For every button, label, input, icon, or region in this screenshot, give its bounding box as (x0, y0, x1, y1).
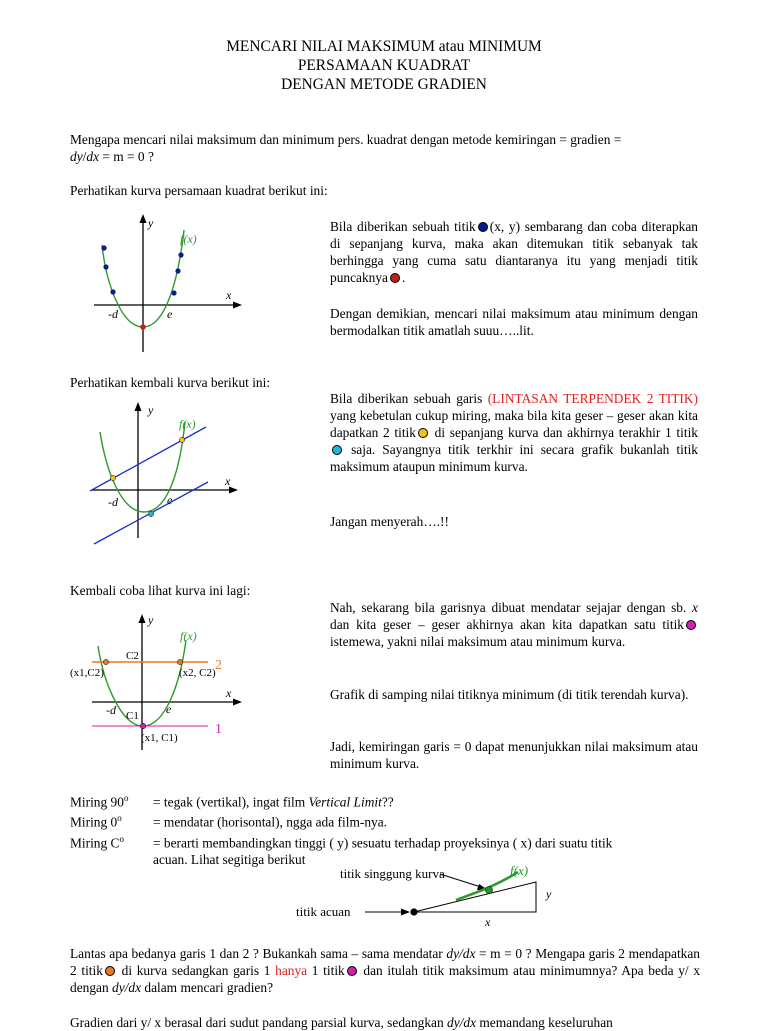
magenta-dot-icon (686, 620, 696, 630)
closing-para1 (70, 945, 700, 996)
graph3-left-point-label: (x1,C2) (70, 667, 104, 679)
intro-text: Mengapa mencari nilai maksimum dan minimum pers. kuadrat dengan metode kemiringan = gradien = (70, 132, 622, 147)
section1-para2: Dengan demikian, mencari nilai maksimum atau minimum dengan bermodalkan titik amatlah suuu…..lit. (330, 306, 698, 338)
graph1-point (103, 264, 108, 269)
degree-sign: o (119, 833, 124, 844)
red-dot-icon (390, 273, 400, 283)
section1-para1-b: (x, y) sembarang dan coba diterapkan di sepanjang kurva, maka akan ditemukan titik sebanyak tak berhingga yang cuma satu diantaranya itu yang menjadi titik puncaknya (330, 219, 698, 285)
section1-para1-c: . (402, 270, 406, 285)
section3-para1-c: istemewa, yakni nilai maksimum atau minimum kurva. (330, 634, 626, 649)
graph3-orange-point (103, 659, 108, 664)
closing-p1-dydx: dy/dx (446, 946, 476, 961)
section3-para3: Jadi, kemiringan garis = 0 dapat menunjukkan nilai maksimum atau minimum kurva. (330, 739, 698, 771)
intro-paragraph: Mengapa mencari nilai maksimum dan minimum pers. kuadrat dengan metode kemiringan = gradien = dy/dx = m = 0 ? (70, 132, 622, 164)
magenta-dot-icon (347, 966, 357, 976)
blue-dot-icon (478, 222, 488, 232)
graph1-fx-label: f(x) (180, 232, 197, 246)
closing-p1-b: = m = 0 ? Mengapa garis 2 mendapatkan 2 titik (70, 946, 700, 978)
graph1-y-label: y (148, 216, 154, 230)
closing-p1-f: dalam mencari gradien? (141, 980, 274, 995)
section1-para1-a: Bila diberikan sebuah titik (330, 219, 476, 234)
section3-para1-a: Nah, sekarang bila garisnya dibuat mendatar sejajar dengan sb. (330, 600, 693, 615)
triangle-singgung-label: titik singgung kurva (340, 866, 445, 881)
slope-90-label: Miring 90 (70, 794, 124, 810)
section2-para1-b: yang kebetulan cukup miring, maka bila kita geser – geser akan kita dapatkan 2 titik (330, 408, 698, 440)
slope-0-line (70, 810, 700, 830)
triangle-acuan-label: titik acuan (296, 904, 351, 919)
section2-para1-a: Bila diberikan sebuah garis (330, 391, 488, 406)
triangle-acuan-arrowhead (401, 909, 410, 916)
graph3-e-label: e (166, 702, 172, 716)
section3-para1-b: dan kita geser – geser akhirnya akan kita dapatkan satu titik (330, 617, 684, 632)
graph3-negd-label: -d (106, 703, 116, 717)
triangle-singgung-point (485, 886, 492, 893)
graph2-negd-label: -d (108, 495, 118, 509)
page-title (0, 37, 768, 94)
graph3-c1-label: C1 (126, 710, 139, 722)
slope-90-line (70, 790, 700, 810)
title-line-3: DENGAN METODE GRADIEN (281, 76, 487, 93)
closing-p1-d: 1 titik (307, 963, 345, 978)
graph3-fx-label: f(x) (180, 629, 197, 643)
graph2-y-arrow (135, 402, 142, 411)
graph1-point (178, 252, 183, 257)
graph3-x-arrow (233, 699, 242, 706)
triangle-fx-label: f(x) (510, 863, 529, 878)
graph2-fx-label: f(x) (179, 417, 196, 431)
graph1-x-arrow (233, 302, 242, 309)
slope-0-text: = mendatar (horisontal), ngga ada film-nya. (153, 814, 387, 830)
section2-para2: Jangan menyerah….!! (330, 514, 449, 529)
graph3-c2-label: C2 (126, 650, 139, 662)
slopes-block (70, 790, 700, 868)
triangle-singgung-arrow (440, 874, 484, 888)
triangle-y-label: y (546, 887, 552, 901)
graph3-y-label: y (148, 613, 154, 627)
graph2-upper-line (90, 427, 206, 491)
degree-sign: o (123, 793, 129, 803)
yellow-dot-icon (418, 428, 428, 438)
closing-p2-a: Gradien dari y/ x berasal dari sudut pandang parsial kurva, sedangkan (70, 1015, 448, 1030)
closing-p1-e: dan itulah titik maksimum atau minimumnya? Apa beda y/ x dengan (70, 963, 701, 995)
slope-c-label: Miring C (70, 835, 120, 851)
intro-formula-rest: = m = 0 ? (99, 149, 154, 164)
graph1-point (110, 289, 115, 294)
graph3-right-point-label: (x2, C2) (179, 667, 216, 679)
graph-3 (68, 610, 258, 760)
cyan-dot-icon (332, 445, 342, 455)
graph3-line1-label: 1 (215, 722, 222, 737)
orange-dot-icon (105, 966, 115, 976)
graph2-e-label: e (167, 493, 173, 507)
graph3-y-arrow (139, 614, 146, 623)
intro-formula-dx: dx (86, 149, 100, 164)
graph1-e-label: e (167, 307, 173, 321)
graph1-y-arrow (140, 214, 147, 223)
section2-para1-c: di sepanjang kurva dan akhirnya terakhir 1 titik (429, 425, 698, 440)
slope-90-end: ?? (381, 794, 394, 810)
section2-para1-red: (LINTASAN TERPENDEK 2 TITIK) (487, 391, 698, 406)
graph3-line2-label: 2 (215, 658, 222, 673)
triangle-x-label: x (485, 915, 491, 929)
graph3-magenta-point (140, 723, 146, 729)
section3-heading: Kembali coba lihat kurva ini lagi: (70, 583, 251, 598)
closing-p1-c: di kurva sedangkan garis 1 (116, 963, 276, 978)
graph2-x-arrow (229, 487, 238, 494)
section3-para2: Grafik di samping nilai titiknya minimum (di titik terendah kurva). (330, 687, 689, 702)
closing-para2 (70, 1014, 700, 1031)
slope-90-film: Vertical Limit (308, 794, 382, 810)
graph2-yellow-point (179, 437, 184, 442)
section3-para1-x: x (692, 600, 698, 615)
section3-para1 (330, 599, 698, 650)
section2-para1-d: saja. Sayangnya titik terkhir ini secara grafik bukanlah titik maksimum ataupun minimum kurva. (330, 442, 698, 474)
graph1-point (175, 268, 180, 273)
graph-2 (88, 400, 248, 550)
triangle-shape (414, 882, 536, 912)
triangle-acuan-point (410, 908, 417, 915)
closing-p1-dydx-2: dy/dx (112, 980, 142, 995)
graph2-x-label: x (225, 474, 231, 488)
closing-p1-a: Lantas apa bedanya garis 1 dan 2 ? Bukankah sama – sama mendatar (70, 946, 447, 961)
graph3-orange-point (177, 659, 182, 664)
section2-para1 (330, 390, 698, 475)
graph1-x-label: x (226, 288, 232, 302)
graph1-min-point (140, 324, 146, 330)
slope-90-text: = tegak (vertikal), ingat film (153, 794, 309, 810)
graph2-y-label: y (148, 403, 154, 417)
section1-para1 (330, 218, 698, 286)
degree-sign: o (117, 813, 122, 824)
closing-p2-dydx: dy/dx (447, 1015, 477, 1030)
section1-heading: Perhatikan kurva persamaan kuadrat berikut ini: (70, 183, 328, 198)
graph2-yellow-point (110, 475, 115, 480)
graph1-negd-label: -d (108, 307, 118, 321)
graph2-cyan-point (148, 511, 153, 516)
title-line-2: PERSAMAAN KUADRAT (297, 57, 471, 74)
graph3-x-label: x (226, 686, 232, 700)
graph-1 (88, 212, 248, 357)
slope-0-label: Miring 0 (70, 814, 118, 830)
graph1-point (101, 245, 106, 250)
section2-heading: Perhatikan kembali kurva berikut ini: (70, 375, 271, 390)
intro-formula-dy: dy (70, 149, 83, 164)
slope-c-line (70, 831, 700, 851)
title-line-1: MENCARI NILAI MAKSIMUM atau MINIMUM (226, 38, 542, 55)
closing-p1-hanya: hanya (275, 963, 308, 978)
graph3-min-point-label: (x1, C1) (141, 732, 178, 744)
slope-c-text: = berarti membandingkan tinggi ( y) sesuatu terhadap proyeksinya ( x) dari suatu titik (153, 835, 613, 851)
graph1-point (171, 290, 176, 295)
triangle-figure (290, 860, 570, 932)
closing-p2-b: memandang keseluruhan (476, 1015, 613, 1030)
slope-c-text-2: acuan. Lihat segitiga berikut (153, 852, 306, 868)
triangle-curve (456, 872, 518, 900)
